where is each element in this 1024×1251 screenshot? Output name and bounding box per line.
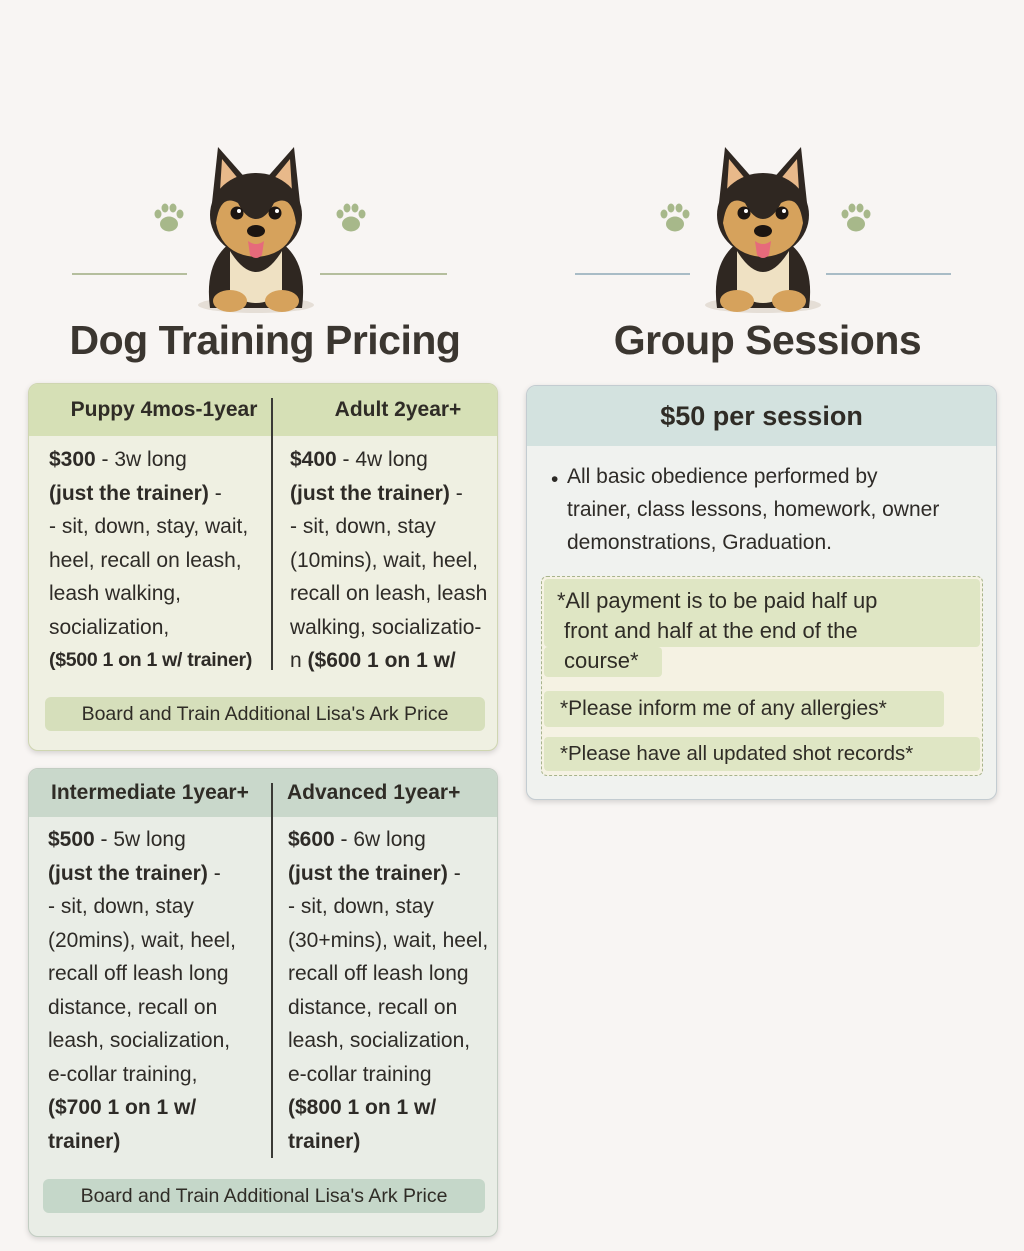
- divider-line-left-b: [320, 273, 447, 275]
- price-value: $400: [290, 448, 337, 471]
- pricing-card-puppy-adult: [28, 383, 498, 751]
- price-value: $500: [48, 828, 95, 851]
- advanced-details: $600 - 6w long (just the trainer) - - sit, down, stay (30+mins), wait, heel, recall off leash long distance, recall on leash, socialization, e-collar training ($800 1 on 1 w/ trainer): [288, 828, 489, 1153]
- price-value: $600: [288, 828, 335, 851]
- column-title-intermediate: Intermediate 1year+: [51, 781, 249, 804]
- divider-line-right-b: [826, 273, 951, 275]
- intermediate-details: $500 - 5w long (just the trainer) - - sit, down, stay (20mins), wait, heel, recall off leash long distance, recall on leash, socialization, e-collar training, ($700 1 on 1 w/ trainer): [48, 828, 236, 1153]
- page-title-pricing: Dog Training Pricing: [69, 317, 461, 363]
- session-price: $50 per session: [660, 400, 863, 431]
- shot-records-note: *Please have all updated shot records*: [560, 742, 914, 765]
- allergies-note: *Please inform me of any allergies*: [560, 697, 887, 720]
- column-divider: [271, 398, 273, 670]
- board-and-train-note: Board and Train Additional Lisa's Ark Price: [43, 1179, 485, 1213]
- payment-note: *All payment is to be paid half up front and half at the end of the course*: [557, 588, 878, 673]
- puppy-mascot-icon: [697, 143, 829, 315]
- payment-notes-box: [541, 576, 983, 776]
- column-title-adult: Adult 2year+: [334, 398, 462, 421]
- adult-details: $400 - 4w long (just the trainer) - - sit, down, stay (10mins), wait, heel, recall on leash, leash walking, socializatio- n ($600 1 on 1 w/: [290, 448, 488, 672]
- paw-print-icon: [657, 200, 693, 236]
- puppy-details: $300 - 3w long (just the trainer) - - sit, down, stay, wait, heel, recall on leash, leash walking, socialization, ($500 1 on 1 w/ trainer): [49, 448, 253, 671]
- column-divider: [271, 783, 273, 1158]
- bullet-dot: •: [551, 468, 559, 491]
- divider-line-right-a: [575, 273, 690, 275]
- page-title-group-sessions: Group Sessions: [613, 317, 922, 363]
- divider-line-left-a: [72, 273, 187, 275]
- group-description: All basic obedience performed by trainer, class lessons, homework, owner demonstrations, Graduation.: [567, 465, 940, 554]
- paw-print-icon: [838, 200, 874, 236]
- puppy-mascot-icon: [190, 143, 322, 315]
- pricing-card-intermediate-advanced: [28, 768, 498, 1237]
- column-title-puppy: Puppy 4mos-1year: [70, 398, 258, 421]
- column-title-advanced: Advanced 1year+: [287, 781, 461, 804]
- group-sessions-card: [526, 385, 997, 800]
- paw-print-icon: [151, 200, 187, 236]
- board-and-train-note: Board and Train Additional Lisa's Ark Price: [45, 697, 485, 731]
- paw-print-icon: [333, 200, 369, 236]
- price-value: $300: [49, 448, 96, 471]
